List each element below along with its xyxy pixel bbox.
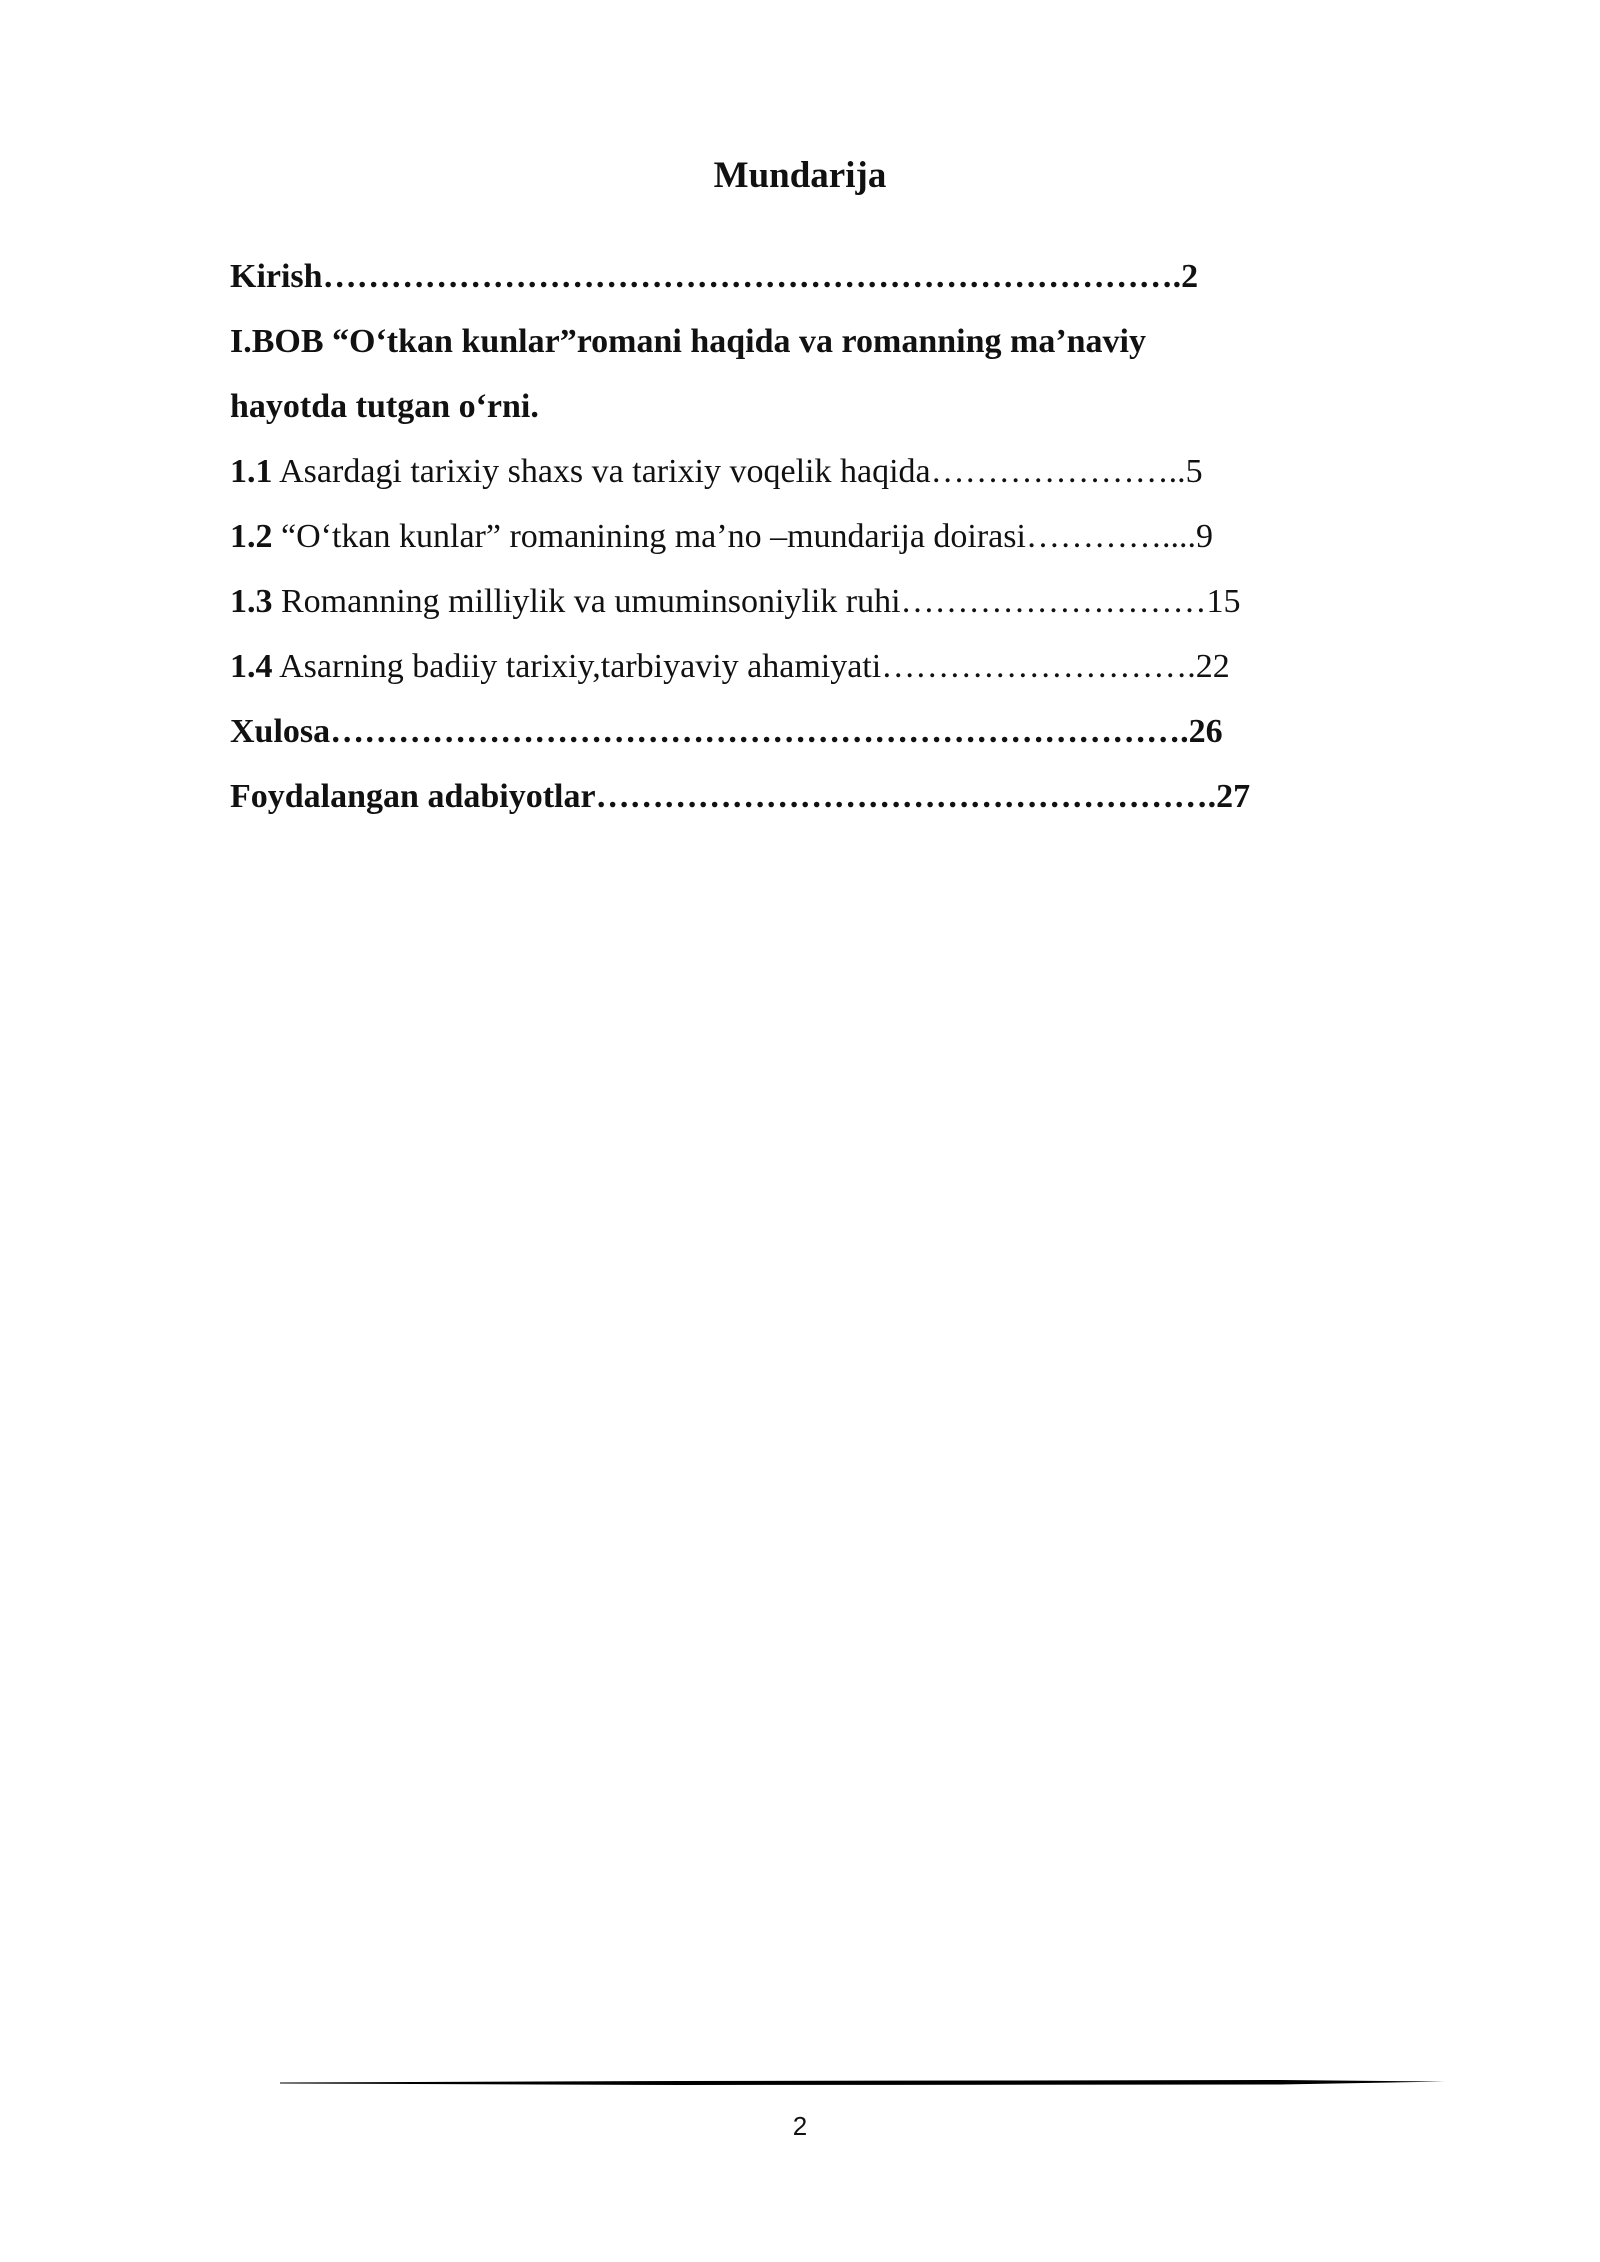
- toc-entry-kirish: Kirish………………………………………………………………….2: [230, 258, 1199, 295]
- page-number: 2: [792, 2111, 808, 2141]
- toc-number: 1.2: [230, 518, 273, 555]
- toc-number: 1.3: [230, 583, 273, 620]
- toc-entry-1-4: [230, 634, 1380, 699]
- page-title: Mundarija: [713, 155, 887, 196]
- toc-chapter-heading-line2: hayotda tutgan o‘rni.: [230, 388, 539, 425]
- toc-number: 1.4: [230, 648, 273, 685]
- toc-entry-1-2: [230, 504, 1380, 569]
- toc-text: Asardagi tarixiy shaxs va tarixiy voqelik haqida…………………..5: [272, 453, 1203, 490]
- table-of-contents: [230, 244, 1380, 829]
- toc-text: “O‘tkan kunlar” romanining ma’no –mundarija doirasi…………....9: [272, 518, 1213, 555]
- toc-entry-xulosa: Xulosa………………………………………………………………….26: [230, 713, 1223, 750]
- toc-text: Asarning badiiy tarixiy,tarbiyaviy ahamiyati……………………….22: [272, 648, 1230, 685]
- toc-entry-1-1: [230, 439, 1380, 504]
- footer-divider: [280, 2076, 1445, 2090]
- toc-number: 1.1: [230, 453, 273, 490]
- toc-entry-1-3: [230, 569, 1380, 634]
- toc-text: Romanning milliylik va umuminsoniylik ruhi………………………15: [272, 583, 1241, 620]
- toc-chapter-heading-line1: I.BOB “O‘tkan kunlar”romani haqida va romanning ma’naviy: [230, 323, 1147, 360]
- toc-entry-adabiyotlar: Foydalangan adabiyotlar……………………………………………….27: [230, 778, 1251, 815]
